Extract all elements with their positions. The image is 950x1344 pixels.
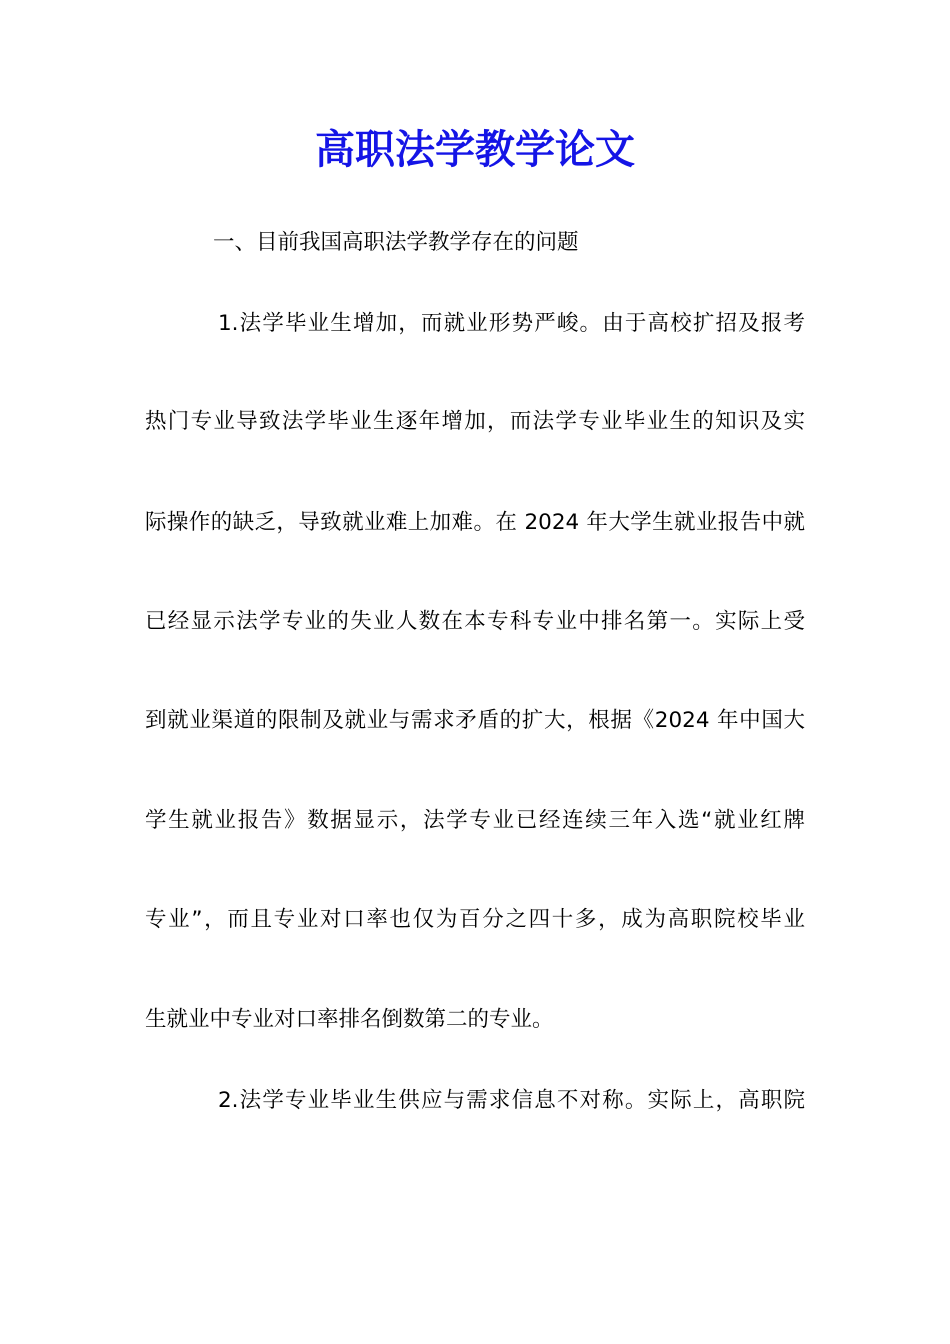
paragraph-line: 热门专业导致法学毕业生逐年增加，而法学专业毕业生的知识及实 — [145, 409, 805, 434]
paragraph-line: 2.法学专业毕业生供应与需求信息不对称。实际上，高职院 — [218, 1088, 805, 1113]
paragraph-line: 生就业中专业对口率排名倒数第二的专业。 — [145, 1007, 554, 1032]
section-heading: 一、目前我国高职法学教学存在的问题 — [213, 230, 579, 255]
page-title: 高职法学教学论文 — [315, 126, 635, 173]
paragraph-line: 专业”，而且专业对口率也仅为百分之四十多，成为高职院校毕业 — [145, 907, 805, 932]
paragraph-line: 学生就业报告》数据显示，法学专业已经连续三年入选“就业红牌 — [145, 808, 805, 833]
paragraph-line: 已经显示法学专业的失业人数在本专科专业中排名第一。实际上受 — [145, 609, 805, 634]
paragraph-line: 际操作的缺乏，导致就业难上加难。在 2024 年大学生就业报告中就 — [145, 510, 805, 535]
paragraph-line: 到就业渠道的限制及就业与需求矛盾的扩大，根据《2024 年中国大 — [145, 708, 805, 733]
paragraph-line: 1.法学毕业生增加，而就业形势严峻。由于高校扩招及报考 — [218, 311, 805, 336]
